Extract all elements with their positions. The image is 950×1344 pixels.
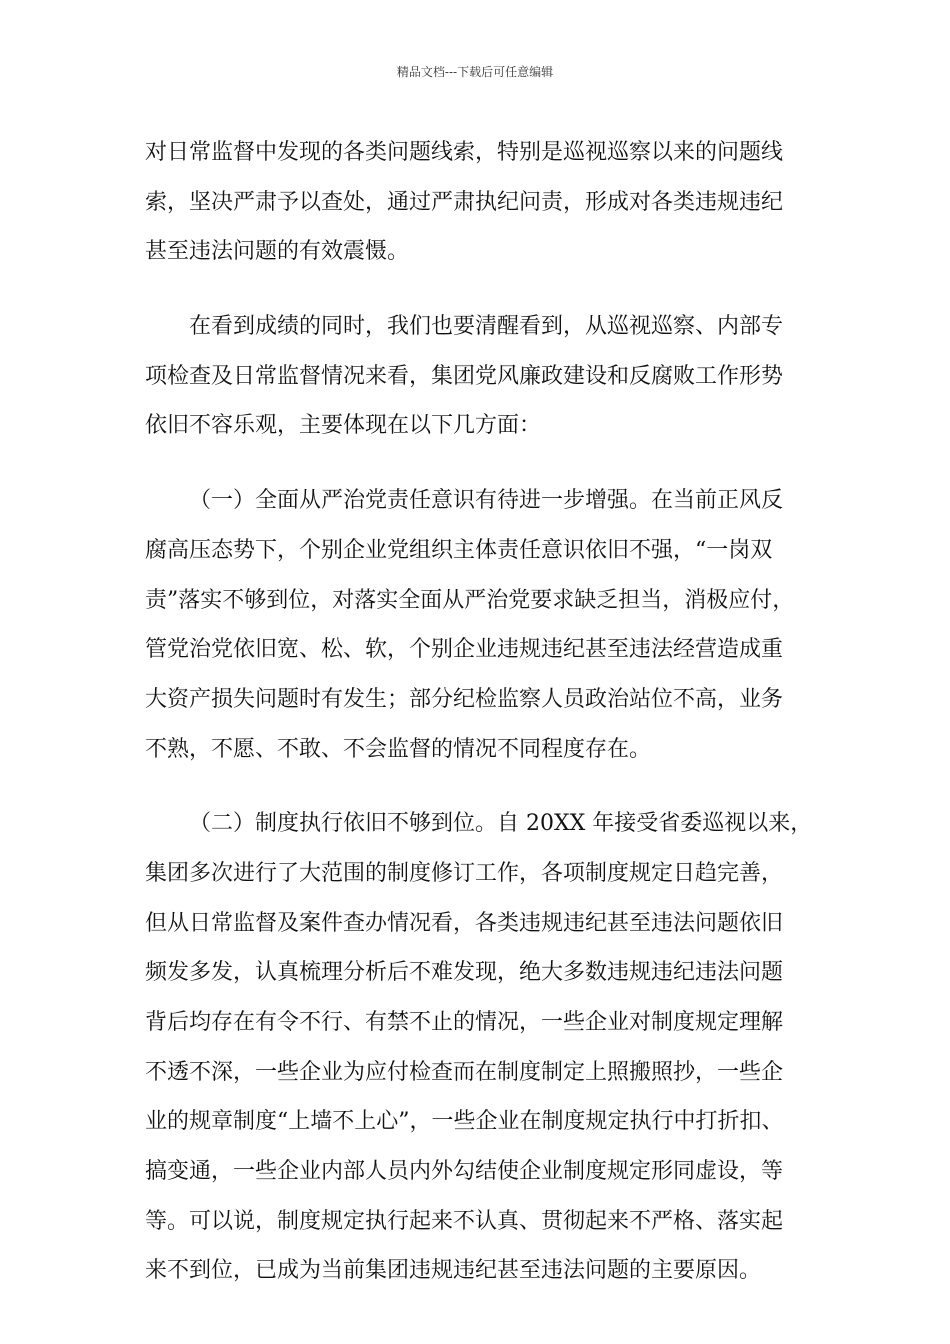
text-line: 对日常监督中发现的各类问题线索，特别是巡视巡察以来的问题线	[145, 140, 784, 165]
text-line: 频发多发，认真梳理分析后不难发现，绝大多数违规违纪违法问题	[145, 960, 784, 986]
text-line: 管党治党依旧宽、松、软，个别企业违规违纪甚至违法经营造成重	[145, 637, 784, 663]
text-line: （二）制度执行依旧不够到位。自 20XX 年接受省委巡视以来，	[189, 811, 813, 837]
text-line: （一）全面从严治党责任意识有待进一步增强。在当前正风反	[189, 488, 784, 514]
text-line: 甚至违法问题的有效震慑。	[145, 239, 410, 265]
paragraph-2	[145, 302, 835, 451]
text-line: 业的规章制度“上墙不上心”，一些企业在制度规定执行中打折扣、	[145, 1109, 784, 1135]
text-line: 腐高压态势下，个别企业党组织主体责任意识依旧不强，“一岗双	[145, 537, 773, 563]
document-body	[145, 128, 835, 1296]
text-line: 背后均存在有令不行、有禁不止的情况，一些企业对制度规定理解	[145, 1010, 784, 1035]
text-line: 搞变通，一些企业内部人员内外勾结使企业制度规定形同虚设，等	[145, 1159, 784, 1185]
text-line: 不透不深，一些企业为应付检查而在制度制定上照搬照抄，一些企	[145, 1059, 784, 1085]
text-line: 集团多次进行了大范围的制度修订工作，各项制度规定日趋完善，	[145, 860, 784, 886]
paragraph-4	[145, 799, 835, 1296]
paragraph-1	[145, 128, 835, 277]
text-line: 但从日常监督及案件查办情况看，各类违规违纪甚至违法问题依旧	[145, 910, 784, 936]
page-header: 精品文档---下载后可任意编辑	[396, 65, 554, 79]
paragraph-3	[145, 476, 835, 774]
text-line: 大资产损失问题时有发生；部分纪检监察人员政治站位不高，业务	[145, 686, 784, 712]
text-line: 项检查及日常监督情况来看，集团党风廉政建设和反腐败工作形势	[145, 363, 784, 389]
text-line: 等。可以说，制度规定执行起来不认真、贯彻起来不严格、落实起	[145, 1208, 784, 1234]
text-line: 依旧不容乐观，主要体现在以下几方面：	[145, 413, 542, 439]
text-line: 索，坚决严肃予以查处，通过严肃执纪问责，形成对各类违规违纪	[145, 189, 784, 215]
text-line: 不熟，不愿、不敢、不会监督的情况不同程度存在。	[145, 736, 652, 762]
text-line: 责”落实不够到位，对落实全面从严治党要求缺乏担当，消极应付，	[145, 587, 795, 613]
text-line: 在看到成绩的同时，我们也要清醒看到，从巡视巡察、内部专	[189, 314, 784, 340]
text-line: 来不到位，已成为当前集团违规违纪甚至违法问题的主要原因。	[145, 1258, 762, 1284]
